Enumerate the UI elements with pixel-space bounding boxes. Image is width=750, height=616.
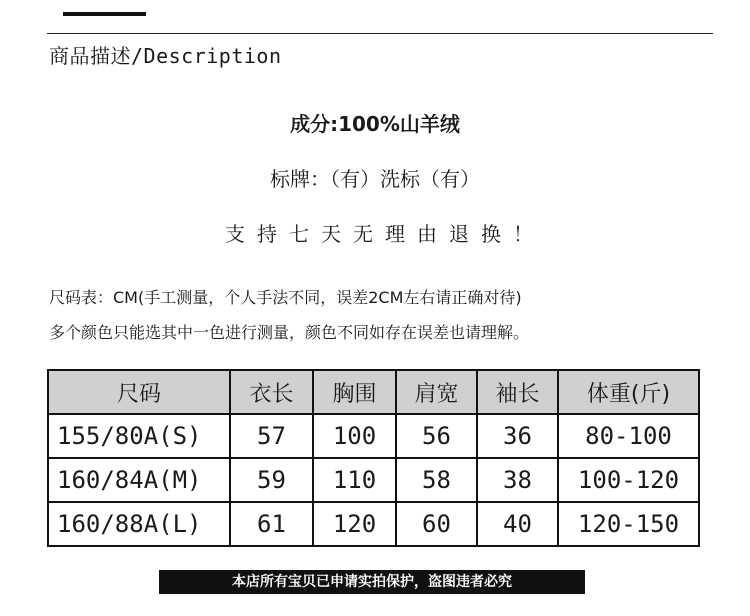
cell-weight: 80-100 <box>558 414 699 458</box>
header-chest: 胸围 <box>313 370 396 414</box>
header-size: 尺码 <box>48 370 230 414</box>
cell-sleeve: 40 <box>477 502 558 546</box>
cell-weight: 100-120 <box>558 458 699 502</box>
cell-shoulder: 56 <box>396 414 477 458</box>
table-row <box>48 502 699 546</box>
cell-size: 155/80A(S) <box>48 414 230 458</box>
cell-length: 61 <box>230 502 313 546</box>
table-header-row <box>48 370 699 414</box>
return-policy: 支持七天无理由退换！ <box>225 222 545 246</box>
size-table <box>47 369 700 547</box>
color-note: 多个颜色只能选其中一色进行测量，颜色不同如存在误差也请理解。 <box>49 323 530 342</box>
material-text: 成分:100%山羊绒 <box>290 112 460 136</box>
cell-sleeve: 36 <box>477 414 558 458</box>
decorative-top-bar <box>63 12 146 16</box>
cell-length: 57 <box>230 414 313 458</box>
cell-shoulder: 60 <box>396 502 477 546</box>
tag-info: 标牌：（有）洗标（有） <box>270 167 480 191</box>
cell-chest: 110 <box>313 458 396 502</box>
copyright-banner: 本店所有宝贝已申请实拍保护，盗图违者必究 <box>159 570 585 594</box>
header-sleeve: 袖长 <box>477 370 558 414</box>
cell-size: 160/84A(M) <box>48 458 230 502</box>
header-divider <box>47 33 713 34</box>
cell-chest: 100 <box>313 414 396 458</box>
table-row <box>48 458 699 502</box>
header-weight: 体重(斤) <box>558 370 699 414</box>
section-title: 商品描述/Description <box>49 44 282 68</box>
table-row <box>48 414 699 458</box>
cell-weight: 120-150 <box>558 502 699 546</box>
cell-size: 160/88A(L) <box>48 502 230 546</box>
cell-chest: 120 <box>313 502 396 546</box>
cell-shoulder: 58 <box>396 458 477 502</box>
cell-sleeve: 38 <box>477 458 558 502</box>
cell-length: 59 <box>230 458 313 502</box>
measurement-note: 尺码表：CM(手工测量，个人手法不同，误差2CM左右请正确对待) <box>49 288 522 307</box>
header-length: 衣长 <box>230 370 313 414</box>
header-shoulder: 肩宽 <box>396 370 477 414</box>
